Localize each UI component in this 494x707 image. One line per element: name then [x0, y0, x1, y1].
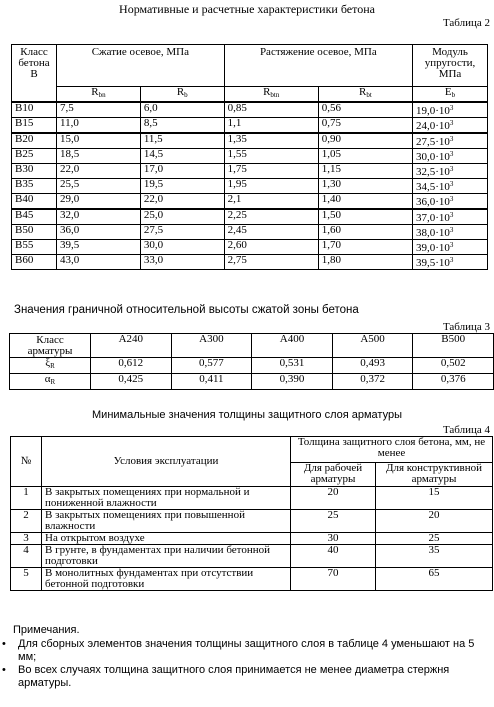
t2-cell: 0,85 — [224, 102, 318, 118]
t2-cell: 18,5 — [57, 149, 141, 164]
t2-cell: 25,5 — [57, 179, 141, 194]
t2-cell: 6,0 — [140, 102, 224, 118]
t2-cell: 1,15 — [318, 164, 412, 179]
t3-header-steel: A400 — [252, 334, 333, 358]
t2-row — [12, 209, 488, 225]
t4-cell: 70 — [291, 568, 376, 591]
t2-cell: 8,5 — [140, 118, 224, 134]
t2-cell: B25 — [12, 149, 57, 164]
t2-cell: 1,05 — [318, 149, 412, 164]
note-item: • Для сборных элементов значения толщины защитного слоя в таблице 4 уменьшают на 5 мм; — [0, 638, 486, 664]
t3-cell: 0,372 — [332, 374, 413, 390]
t2-cell: 19,5 — [140, 179, 224, 194]
t2-cell: 1,50 — [318, 209, 412, 225]
table3 — [9, 333, 494, 390]
t2-cell: $36,0\cdot 10^3$ — [413, 194, 488, 210]
t2-cell: B50 — [12, 225, 57, 240]
t2-cell: 1,55 — [224, 149, 318, 164]
t2-row — [12, 133, 488, 149]
t3-symbol: $\xi_R$ — [10, 358, 91, 374]
t3-header-steel: A240 — [91, 334, 172, 358]
t2-cell: $39,5\cdot 10^3$ — [413, 255, 488, 270]
t4-cell: 15 — [376, 487, 493, 510]
t2-cell: $30,0\cdot 10^3$ — [413, 149, 488, 164]
t2-row — [12, 240, 488, 255]
t2-header-modulus: Модуль упругости, МПа — [413, 45, 488, 87]
t4-row — [11, 487, 493, 510]
t3-header-steel: A500 — [332, 334, 413, 358]
t2-cell: 1,95 — [224, 179, 318, 194]
t2-cell: 43,0 — [57, 255, 141, 270]
t3-cell: 0,531 — [252, 358, 333, 374]
t4-cell: В закрытых помещениях при нормальной и пониженной влажности — [42, 487, 291, 510]
t4-cell: 5 — [11, 568, 42, 591]
t2-subheader: $R_{bt}$ — [318, 87, 412, 103]
t3-symbol: $\alpha_R$ — [10, 374, 91, 390]
t2-header-class: Класс бетона В — [12, 45, 57, 103]
table4-label: Таблица 4 — [442, 424, 490, 436]
t4-cell: 2 — [11, 510, 42, 533]
t4-cell: 65 — [376, 568, 493, 591]
table2 — [11, 44, 488, 270]
t2-row — [12, 102, 488, 118]
t2-cell: $32,5\cdot 10^3$ — [413, 164, 488, 179]
t4-cell: 3 — [11, 533, 42, 545]
t2-cell: 1,30 — [318, 179, 412, 194]
t4-header-num: № — [11, 437, 42, 487]
table3-label: Таблица 3 — [442, 321, 490, 333]
t3-cell: 0,577 — [171, 358, 252, 374]
t2-subheader: $R_b$ — [140, 87, 224, 103]
t4-row — [11, 510, 493, 533]
t2-row — [12, 149, 488, 164]
t2-cell: 1,75 — [224, 164, 318, 179]
t2-cell: 0,75 — [318, 118, 412, 134]
t2-cell: B35 — [12, 179, 57, 194]
t2-subheader: $R_{bn}$ — [57, 87, 141, 103]
t4-cell: На открытом воздухе — [42, 533, 291, 545]
t4-cell: 35 — [376, 545, 493, 568]
t2-cell: B30 — [12, 164, 57, 179]
t2-cell: $34,5\cdot 10^3$ — [413, 179, 488, 194]
t2-header-tension: Растяжение осевое, МПа — [224, 45, 412, 87]
t2-cell: 33,0 — [140, 255, 224, 270]
t4-row — [11, 568, 493, 591]
t4-row — [11, 545, 493, 568]
t3-cell: 0,502 — [413, 358, 494, 374]
t4-cell: 25 — [291, 510, 376, 533]
t2-cell: 17,0 — [140, 164, 224, 179]
notes-title: Примечания. — [13, 624, 80, 636]
t2-cell: 14,5 — [140, 149, 224, 164]
t2-cell: 11,0 — [57, 118, 141, 134]
t2-cell: 2,60 — [224, 240, 318, 255]
t3-cell: 0,425 — [91, 374, 172, 390]
notes-list — [0, 638, 486, 690]
t2-header-compression: Сжатие осевое, МПа — [57, 45, 225, 87]
t2-cell: 1,80 — [318, 255, 412, 270]
t4-header-working: Для рабочей арматуры — [291, 463, 376, 487]
t3-header-steel: B500 — [413, 334, 494, 358]
t4-cell: В грунте, в фундаментах при наличии бетонной подготовки — [42, 545, 291, 568]
t2-cell: 1,35 — [224, 133, 318, 149]
t2-cell: 2,25 — [224, 209, 318, 225]
t2-row — [12, 179, 488, 194]
t2-cell: 0,90 — [318, 133, 412, 149]
t2-cell: B45 — [12, 209, 57, 225]
t4-header-thickness: Толщина защитного слоя бетона, мм, не менее — [291, 437, 493, 463]
t2-cell: $39,0\cdot 10^3$ — [413, 240, 488, 255]
t4-row — [11, 533, 493, 545]
t2-cell: 27,5 — [140, 225, 224, 240]
t2-cell: $37,0\cdot 10^3$ — [413, 209, 488, 225]
t3-cell: 0,376 — [413, 374, 494, 390]
t2-cell: 2,1 — [224, 194, 318, 210]
t2-subheader: $E_b$ — [413, 87, 488, 103]
t3-cell: 0,493 — [332, 358, 413, 374]
t4-cell: 30 — [291, 533, 376, 545]
table2-label: Таблица 2 — [442, 17, 490, 29]
table4-title: Минимальные значения толщины защитного слоя арматуры — [92, 409, 402, 421]
t2-row — [12, 255, 488, 270]
t2-cell: $27,5\cdot 10^3$ — [413, 133, 488, 149]
t2-cell: 25,0 — [140, 209, 224, 225]
t2-cell: 11,5 — [140, 133, 224, 149]
t2-cell: 1,1 — [224, 118, 318, 134]
t2-cell: 1,40 — [318, 194, 412, 210]
t3-cell: 0,411 — [171, 374, 252, 390]
t4-cell: 20 — [291, 487, 376, 510]
t2-cell: B15 — [12, 118, 57, 134]
t4-cell: В закрытых помещениях при повышенной влажности — [42, 510, 291, 533]
t4-header-conditions: Условия эксплуатации — [42, 437, 291, 487]
t4-cell: 25 — [376, 533, 493, 545]
t2-cell: 7,5 — [57, 102, 141, 118]
table4 — [10, 436, 493, 591]
note-item: • Во всех случаях толщина защитного слоя принимается не менее диаметра стержня арматуры. — [0, 664, 486, 690]
t2-subheader: $R_{btn}$ — [224, 87, 318, 103]
t2-cell: B20 — [12, 133, 57, 149]
t4-cell: В монолитных фундаментах при отсутствии бетонной подготовки — [42, 568, 291, 591]
t4-cell: 40 — [291, 545, 376, 568]
t2-cell: 2,45 — [224, 225, 318, 240]
t3-header-steel: A300 — [171, 334, 252, 358]
t2-cell: 15,0 — [57, 133, 141, 149]
t2-cell: 1,70 — [318, 240, 412, 255]
t2-row — [12, 164, 488, 179]
t2-cell: B10 — [12, 102, 57, 118]
t3-header-class: Класс арматуры — [10, 334, 91, 358]
t2-cell: $19,0\cdot 10^3$ — [413, 102, 488, 118]
t2-cell: 2,75 — [224, 255, 318, 270]
t2-cell: $24,0\cdot 10^3$ — [413, 118, 488, 134]
t2-cell: 1,60 — [318, 225, 412, 240]
t3-cell: 0,390 — [252, 374, 333, 390]
t2-cell: 22,0 — [57, 164, 141, 179]
table3-title: Значения граничной относительной высоты сжатой зоны бетона — [14, 304, 359, 316]
t4-cell: 1 — [11, 487, 42, 510]
t2-row — [12, 118, 488, 134]
t4-cell: 20 — [376, 510, 493, 533]
t2-cell: 32,0 — [57, 209, 141, 225]
t2-cell: B60 — [12, 255, 57, 270]
t4-header-constructive: Для конструктивной арматуры — [376, 463, 493, 487]
t2-cell: 36,0 — [57, 225, 141, 240]
t2-cell: B40 — [12, 194, 57, 210]
t2-cell: 29,0 — [57, 194, 141, 210]
t2-row — [12, 225, 488, 240]
t2-cell: 0,56 — [318, 102, 412, 118]
t2-row — [12, 194, 488, 210]
t2-cell: 22,0 — [140, 194, 224, 210]
table2-title: Нормативные и расчетные характеристики бетона — [119, 2, 375, 16]
t2-cell: B55 — [12, 240, 57, 255]
t2-cell: $38,0\cdot 10^3$ — [413, 225, 488, 240]
t2-cell: 30,0 — [140, 240, 224, 255]
t3-cell: 0,612 — [91, 358, 172, 374]
t2-cell: 39,5 — [57, 240, 141, 255]
t4-cell: 4 — [11, 545, 42, 568]
